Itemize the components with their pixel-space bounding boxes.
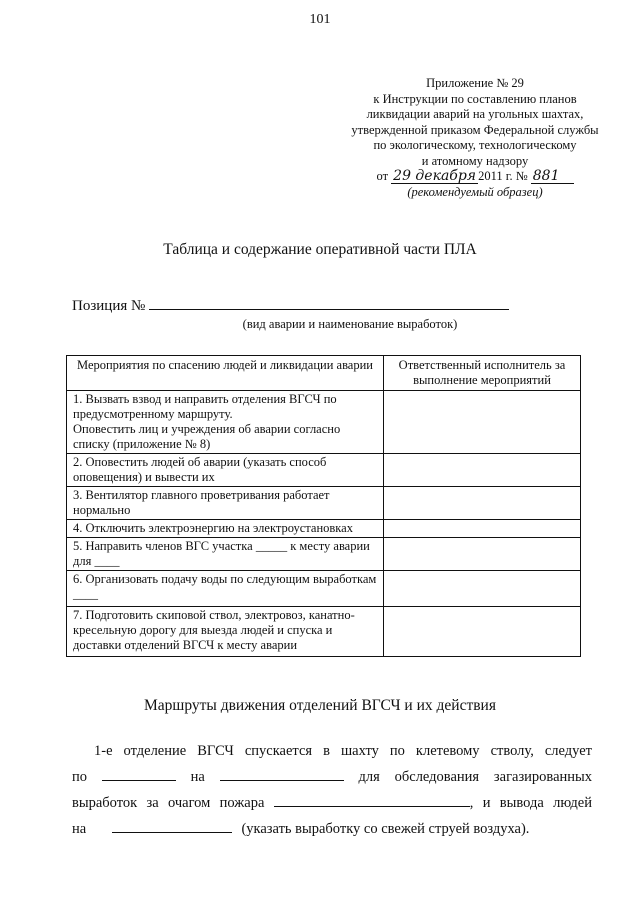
paragraph-line: 1-е отделение ВГСЧ спускается в шахту по клетевому стволу, следует (94, 743, 592, 759)
word-vyrabotok: выработок за очагом пожара (72, 795, 265, 811)
fill-line (220, 766, 344, 781)
fill-line (274, 792, 470, 807)
year-text: 2011 г. № (478, 169, 528, 183)
approval-block (330, 76, 620, 200)
approval-date-row (330, 169, 620, 185)
measure-cell: 2. Оповестить людей об аварии (указать способ оповещения) и вывести их (67, 454, 384, 487)
responsible-cell (384, 454, 581, 487)
measure-cell: 4. Отключить электроэнергию на электроустановках (67, 520, 384, 538)
table-header-row (67, 356, 581, 391)
word-na: на (190, 769, 205, 785)
routes-paragraph (72, 738, 592, 842)
fill-line (112, 818, 232, 833)
approval-line: к Инструкции по составлению планов (373, 91, 577, 106)
word-i-vyvoda: , и вывода людей (469, 795, 592, 811)
measure-cell: 5. Направить членов ВГС участка _____ к месту аварии для ____ (67, 538, 384, 571)
position-fill-line (149, 295, 509, 310)
position-caption: (вид аварии и наименование выработок) (242, 317, 458, 331)
measure-cell: 3. Вентилятор главного проветривания работает нормально (67, 487, 384, 520)
position-row (72, 295, 509, 315)
responsible-cell (384, 391, 581, 454)
routes-title: Маршруты движения отделений ВГСЧ и их действия (144, 697, 496, 714)
column-header-measures: Мероприятия по спасению людей и ликвидации аварии (67, 356, 384, 391)
handwritten-date: 29 декабря (393, 168, 477, 184)
table-row (67, 538, 581, 571)
approval-line: по экологическому, технологическому (373, 138, 577, 152)
approval-line: ликвидации аварий на угольных шахтах, (366, 107, 584, 121)
table-row (67, 487, 581, 520)
table-row (67, 454, 581, 487)
measure-cell: 7. Подготовить скиповой ствол, электровоз, канатно-кресельную дорогу для выезда людей и спуска и доставки отделений ВГСЧ к месту аварии (67, 607, 384, 657)
measure-cell: 1. Вызвать взвод и направить отделения ВГСЧ по предусмотренному маршруту. Оповестить лиц и учреждения об аварии согласно списку (приложение № 8) (67, 391, 384, 454)
fill-line (102, 766, 176, 781)
document-title: Таблица и содержание оперативной части ПЛА (163, 241, 477, 258)
approval-line: утвержденной приказом Федеральной службы (351, 122, 599, 137)
approval-line: Приложение № 29 (426, 76, 524, 90)
date-prefix: от (376, 169, 389, 183)
paragraph-line (72, 790, 592, 816)
responsible-cell (384, 538, 581, 571)
paragraph-line (72, 816, 592, 842)
responsible-cell (384, 487, 581, 520)
handwritten-number: 881 (531, 169, 574, 184)
recommended-sample-note: (рекомендуемый образец) (407, 184, 543, 199)
responsible-cell (384, 520, 581, 538)
responsible-cell (384, 607, 581, 657)
paragraph-line (72, 764, 592, 790)
table-row (67, 391, 581, 454)
page-number: 101 (309, 12, 331, 27)
position-label: Позиция № (72, 298, 146, 314)
table-row (67, 571, 581, 607)
word-end: (указать выработку со свежей струей воздуха). (241, 821, 530, 837)
word-po: по (72, 769, 88, 785)
word-dlya: для обследования загазированных (358, 769, 593, 785)
measure-cell: 6. Организовать подачу воды по следующим выработкам ____ (67, 571, 384, 607)
table-row (67, 520, 581, 538)
column-header-responsible: Ответственный исполнитель за выполнение мероприятий (384, 356, 581, 391)
table-row (67, 607, 581, 657)
approval-line: и атомному надзору (421, 153, 529, 168)
word-na-2: на (72, 821, 87, 837)
responsible-cell (384, 571, 581, 607)
operations-table (66, 355, 581, 657)
